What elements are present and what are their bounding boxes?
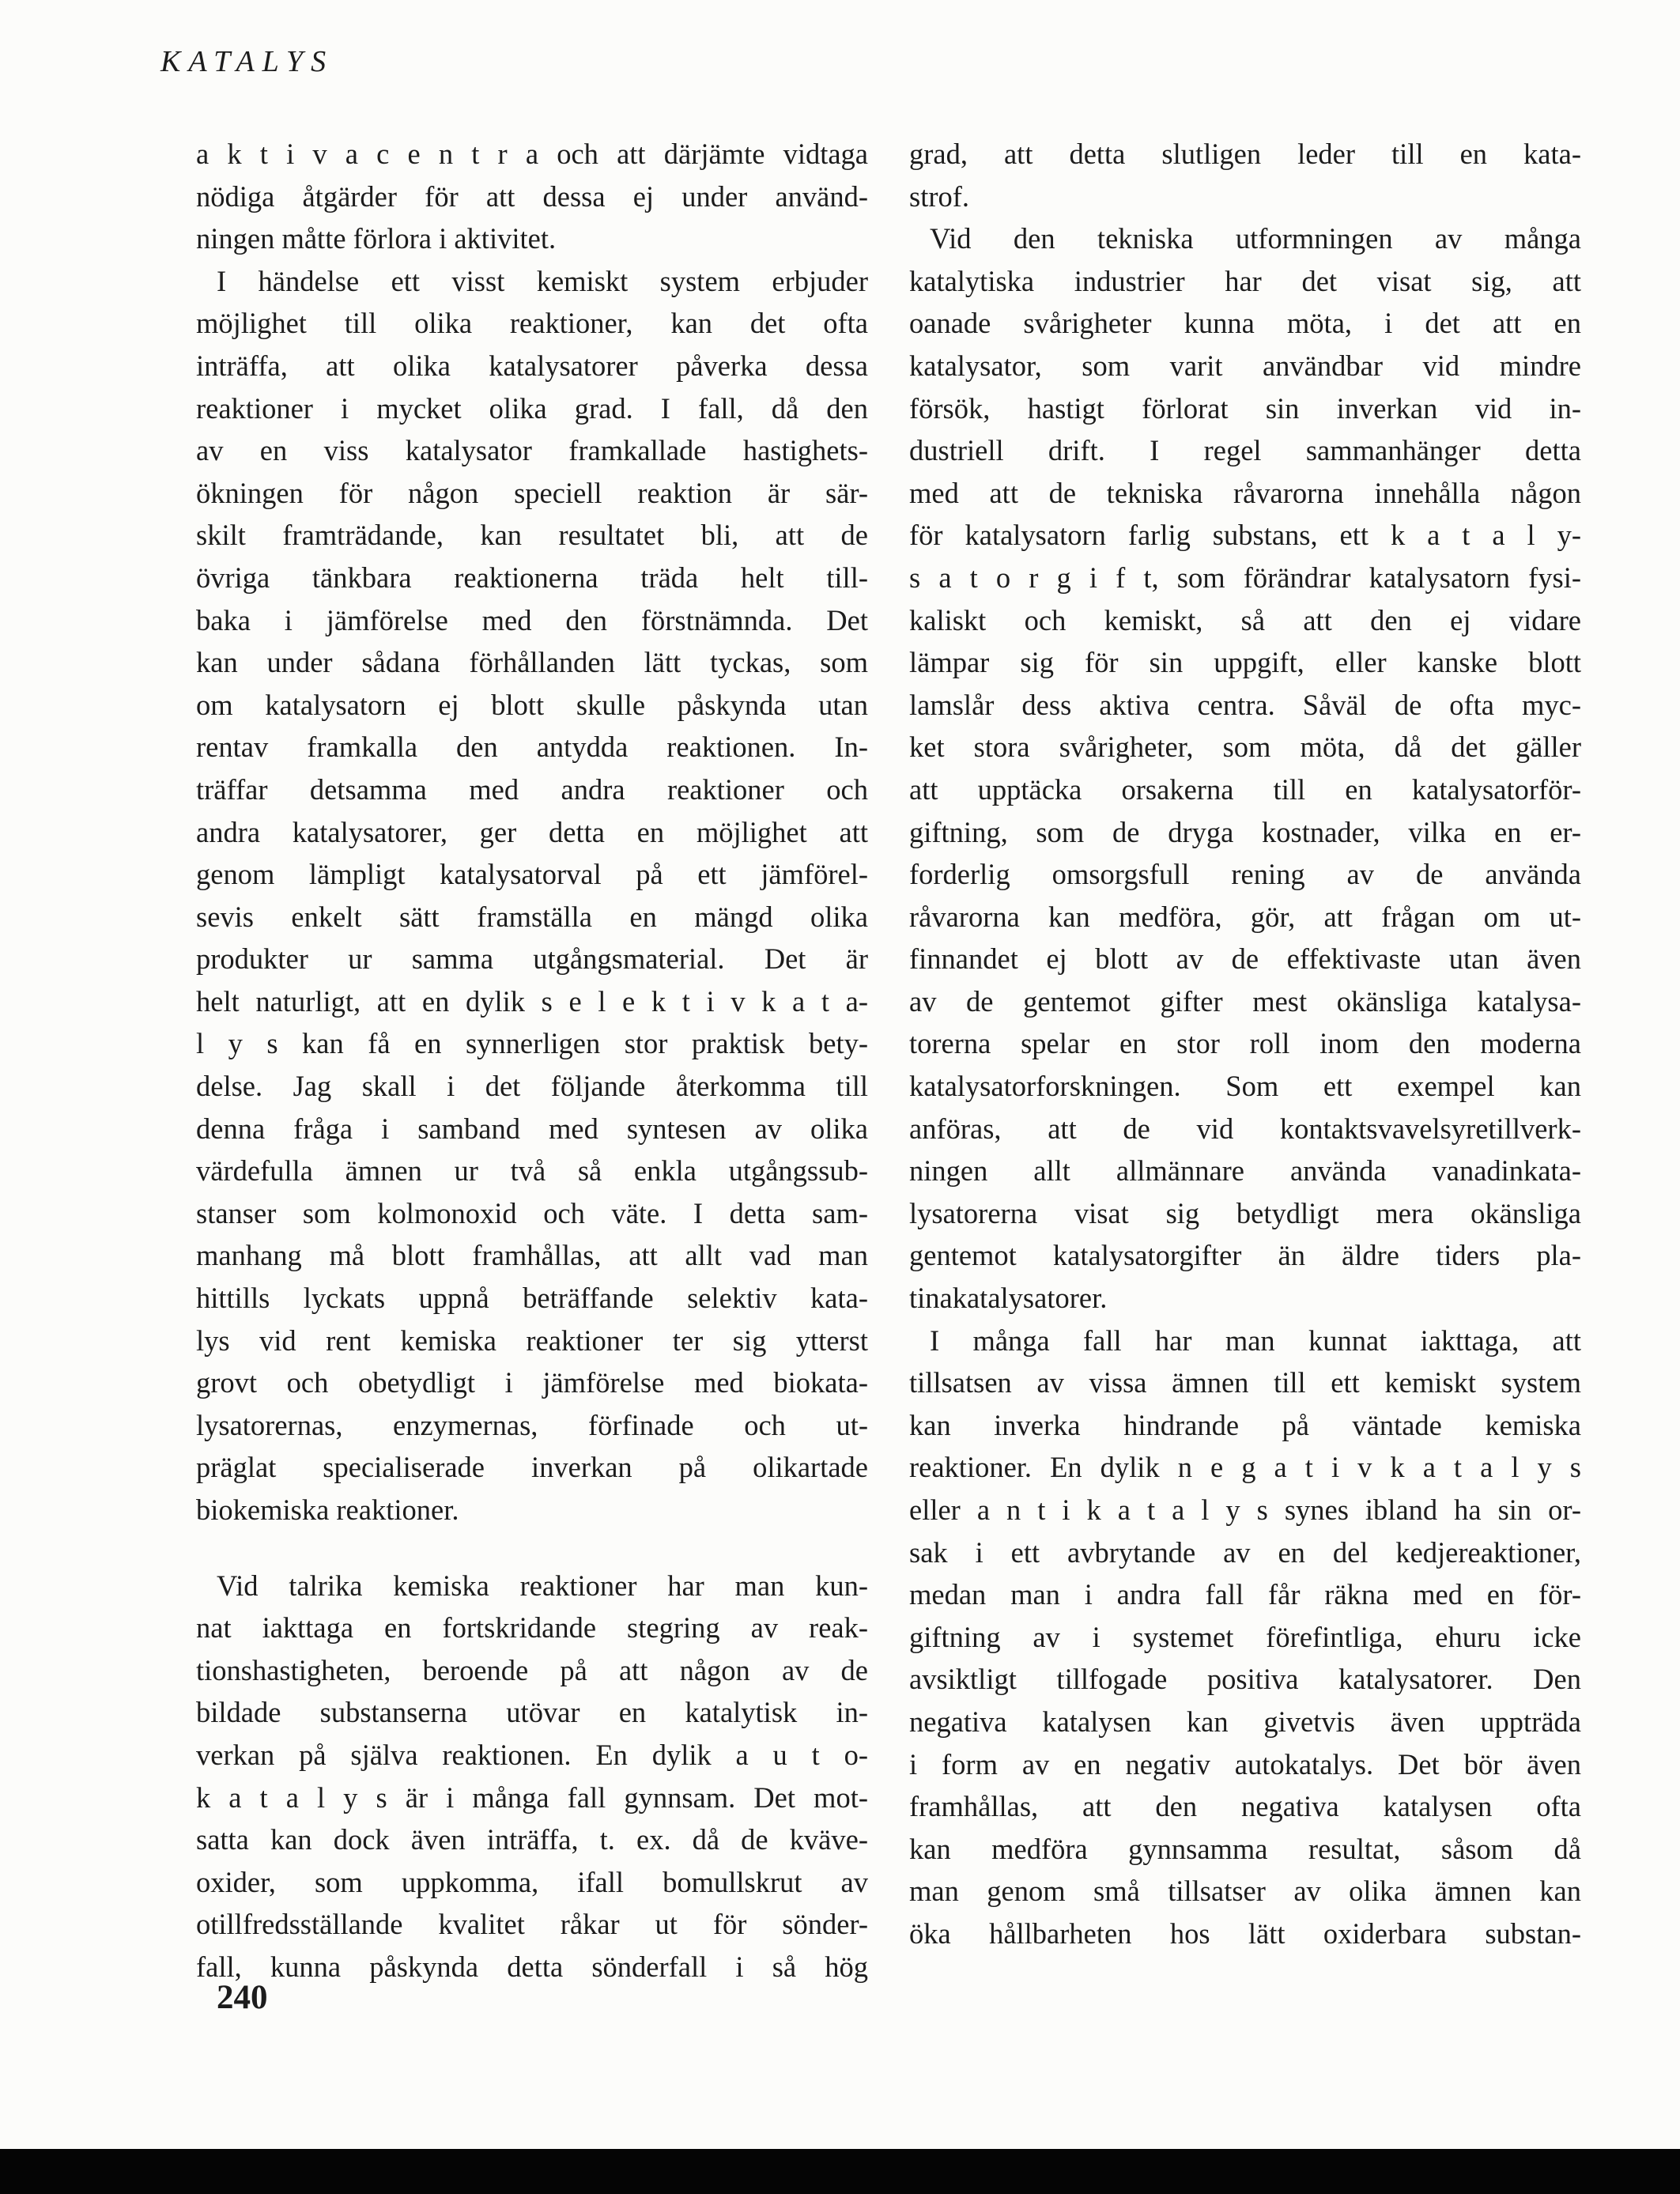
text-line: forderlig omsorgsfull rening av de använda [909, 858, 1581, 891]
text-line: av en viss katalysator framkallade hastighets- [196, 434, 868, 467]
text-line: grad, att detta slutligen leder till en kata- [909, 138, 1581, 170]
text-line: sevis enkelt sätt framställa en mängd olika [196, 900, 868, 933]
text-line: lamslår dess aktiva centra. Såväl de ofta myc- [909, 688, 1581, 721]
text-line: ningen måtte förlora i aktivitet. [196, 222, 557, 255]
text-line: gentemot katalysatorgifter än äldre tiders pla- [909, 1239, 1581, 1272]
text-line: om katalysatorn ej blott skulle påskynda utan [196, 688, 868, 721]
text-line: reaktioner i mycket olika grad. I fall, då den [196, 391, 868, 425]
page-number: 240 [217, 1979, 268, 2016]
text-line: produkter ur samma utgångsmaterial. Det är [196, 942, 868, 976]
text-line: Vid talrika kemiska reaktioner har man kun- [217, 1569, 868, 1602]
text-line: medan man i andra fall får räkna med en för- [909, 1578, 1581, 1611]
text-line: sak i ett avbrytande av en del kedjereaktioner, [909, 1535, 1581, 1569]
text-line: nat iakttaga en fortskridande stegring av reak- [196, 1611, 868, 1645]
text-line: anföras, att de vid kontaktsvavelsyretillverk- [909, 1112, 1581, 1145]
text-line: möjlighet till olika reaktioner, kan det ofta [196, 307, 868, 340]
text-line: k a t a l y s är i många fall gynnsam. Det mot- [196, 1781, 868, 1814]
text-line: ningen allt allmännare använda vanadinkata- [909, 1154, 1581, 1188]
text-line: dustriell drift. I regel sammanhänger detta [909, 434, 1581, 467]
text-line: baka i jämförelse med den förstnämnda. Det [196, 603, 868, 636]
text-line: negativa katalysen kan givetvis även uppträda [909, 1705, 1581, 1738]
text-line: finnandet ej blott av de effektivaste utan även [909, 942, 1581, 976]
text-line: försök, hastigt förlorat sin inverkan vid in- [909, 391, 1581, 425]
text-line: tinakatalysatorer. [909, 1282, 1108, 1315]
text-line: eller a n t i k a t a l y s synes ibland ha sin or- [909, 1494, 1581, 1526]
text-line: katalytiska industrier har det visat sig, att [909, 264, 1581, 297]
text-line: stanser som kolmonoxid och väte. I detta sam- [196, 1196, 868, 1229]
text-line: helt naturligt, att en dylik s e l e k t i v k a t a- [196, 984, 868, 1018]
text-line: man genom små tillsatser av olika ämnen kan [909, 1875, 1581, 1908]
text-line: rentav framkalla den antydda reaktionen. In- [196, 731, 868, 764]
text-line: ket stora svårigheter, som möta, då det gäller [909, 731, 1581, 764]
text-line: öka hållbarheten hos lätt oxiderbara substan- [909, 1916, 1581, 1950]
text-line: hittills lyckats uppnå beträffande selektiv kata- [196, 1282, 868, 1315]
text-line: katalysatorforskningen. Som ett exempel kan [909, 1070, 1581, 1103]
text-line: giftning, som de dryga kostnader, vilka en er- [909, 815, 1581, 848]
text-line: lysatorerna visat sig betydligt mera okänsliga [909, 1196, 1581, 1229]
text-line: a k t i v a c e n t r a och att därjämte vidtaga [196, 138, 868, 170]
paragraph [196, 1565, 868, 1988]
paragraph [909, 133, 1581, 217]
left-column [196, 133, 868, 1988]
text-line: inträffa, att olika katalysatorer påverka dessa [196, 349, 868, 382]
text-line: l y s kan få en synnerligen stor praktisk bety- [196, 1027, 868, 1060]
text-line: denna fråga i samband med syntesen av olika [196, 1112, 868, 1145]
text-line: att upptäcka orsakerna till en katalysatorför- [909, 772, 1581, 806]
text-line: råvarorna kan medföra, gör, att frågan om ut- [909, 900, 1581, 933]
text-line: satta kan dock även inträffa, t. ex. då de kväve- [196, 1823, 868, 1856]
text-line: giftning av i systemet förefintliga, ehuru icke [909, 1620, 1581, 1653]
text-line: lämpar sig för sin uppgift, eller kanske blott [909, 646, 1581, 679]
text-line: torerna spelar en stor roll inom den moderna [909, 1027, 1581, 1060]
text-line: med att de tekniska råvarorna innehålla någon [909, 476, 1581, 509]
text-line: i form av en negativ autokatalys. Det bör även [909, 1747, 1581, 1781]
text-line: manhang må blott framhållas, att allt vad man [196, 1239, 868, 1272]
paragraph [196, 260, 868, 1531]
text-line: för katalysatorn farlig substans, ett k a t a l y- [909, 519, 1581, 552]
text-line: kan under sådana förhållanden lätt tyckas, som [196, 646, 868, 679]
text-line: grovt och obetydligt i jämförelse med biokata- [196, 1366, 868, 1399]
text-line: andra katalysatorer, ger detta en möjlighet att [196, 815, 868, 848]
text-line: präglat specialiserade inverkan på olikartade [196, 1451, 868, 1484]
text-line: kaliskt och kemiskt, så att den ej vidare [909, 603, 1581, 636]
text-line: avsiktligt tillfogade positiva katalysatorer. Den [909, 1663, 1581, 1696]
right-column [909, 133, 1581, 1955]
text-line: genom lämpligt katalysatorval på ett jämförel- [196, 858, 868, 891]
text-line: kan medföra gynnsamma resultat, såsom då [909, 1832, 1581, 1865]
text-line: strof. [909, 179, 970, 213]
text-line: oanade svårigheter kunna möta, i det att en [909, 307, 1581, 340]
text-line: träffar detsamma med andra reaktioner och [196, 772, 868, 806]
text-line: otillfredsställande kvalitet råkar ut för sönder- [196, 1908, 868, 1941]
paragraph [909, 1320, 1581, 1955]
text-line: fall, kunna påskynda detta sönderfall i så hög [196, 1950, 868, 1983]
text-line: oxider, som uppkomma, ifall bomullskrut av [196, 1865, 868, 1898]
text-line: tionshastigheten, beroende på att någon av de [196, 1653, 868, 1686]
text-line: övriga tänkbara reaktionerna träda helt till- [196, 561, 868, 594]
text-line: verkan på själva reaktionen. En dylik a u t o- [196, 1738, 868, 1771]
text-line: framhållas, att den negativa katalysen ofta [909, 1790, 1581, 1823]
text-line: ökningen för någon speciell reaktion är sär- [196, 476, 868, 509]
text-line: kan inverka hindrande på väntade kemiska [909, 1408, 1581, 1441]
running-header: KATALYS [160, 45, 334, 78]
paragraph [909, 217, 1581, 1319]
text-line: skilt framträdande, kan resultatet bli, att de [196, 519, 868, 552]
text-line: lysatorernas, enzymernas, förfinade och ut- [196, 1408, 868, 1441]
text-line: I händelse ett visst kemiskt system erbjuder [217, 264, 868, 297]
text-line: biokemiska reaktioner. [196, 1494, 459, 1526]
text-line: bildade substanserna utövar en katalytisk in- [196, 1696, 868, 1729]
text-line: tillsatsen av vissa ämnen till ett kemiskt system [909, 1366, 1581, 1399]
text-line: Vid den tekniska utformningen av många [930, 222, 1581, 255]
paragraph [196, 133, 868, 260]
text-line: s a t o r g i f t, som förändrar katalysatorn fysi- [909, 561, 1581, 594]
text-line: katalysator, som varit användbar vid mindre [909, 349, 1581, 382]
text-line: värdefulla ämnen ur två så enkla utgångssub- [196, 1154, 868, 1188]
text-line: reaktioner. En dylik n e g a t i v k a t a l y s [909, 1451, 1581, 1484]
text-line: I många fall har man kunnat iakttaga, att [930, 1324, 1581, 1357]
text-line: delse. Jag skall i det följande återkomma till [196, 1070, 868, 1103]
scan-border [0, 2149, 1680, 2194]
text-line: lys vid rent kemiska reaktioner ter sig ytterst [196, 1324, 868, 1357]
text-line: av de gentemot gifter mest okänsliga katalysa- [909, 984, 1581, 1018]
text-line: nödiga åtgärder för att dessa ej under använd- [196, 179, 868, 213]
